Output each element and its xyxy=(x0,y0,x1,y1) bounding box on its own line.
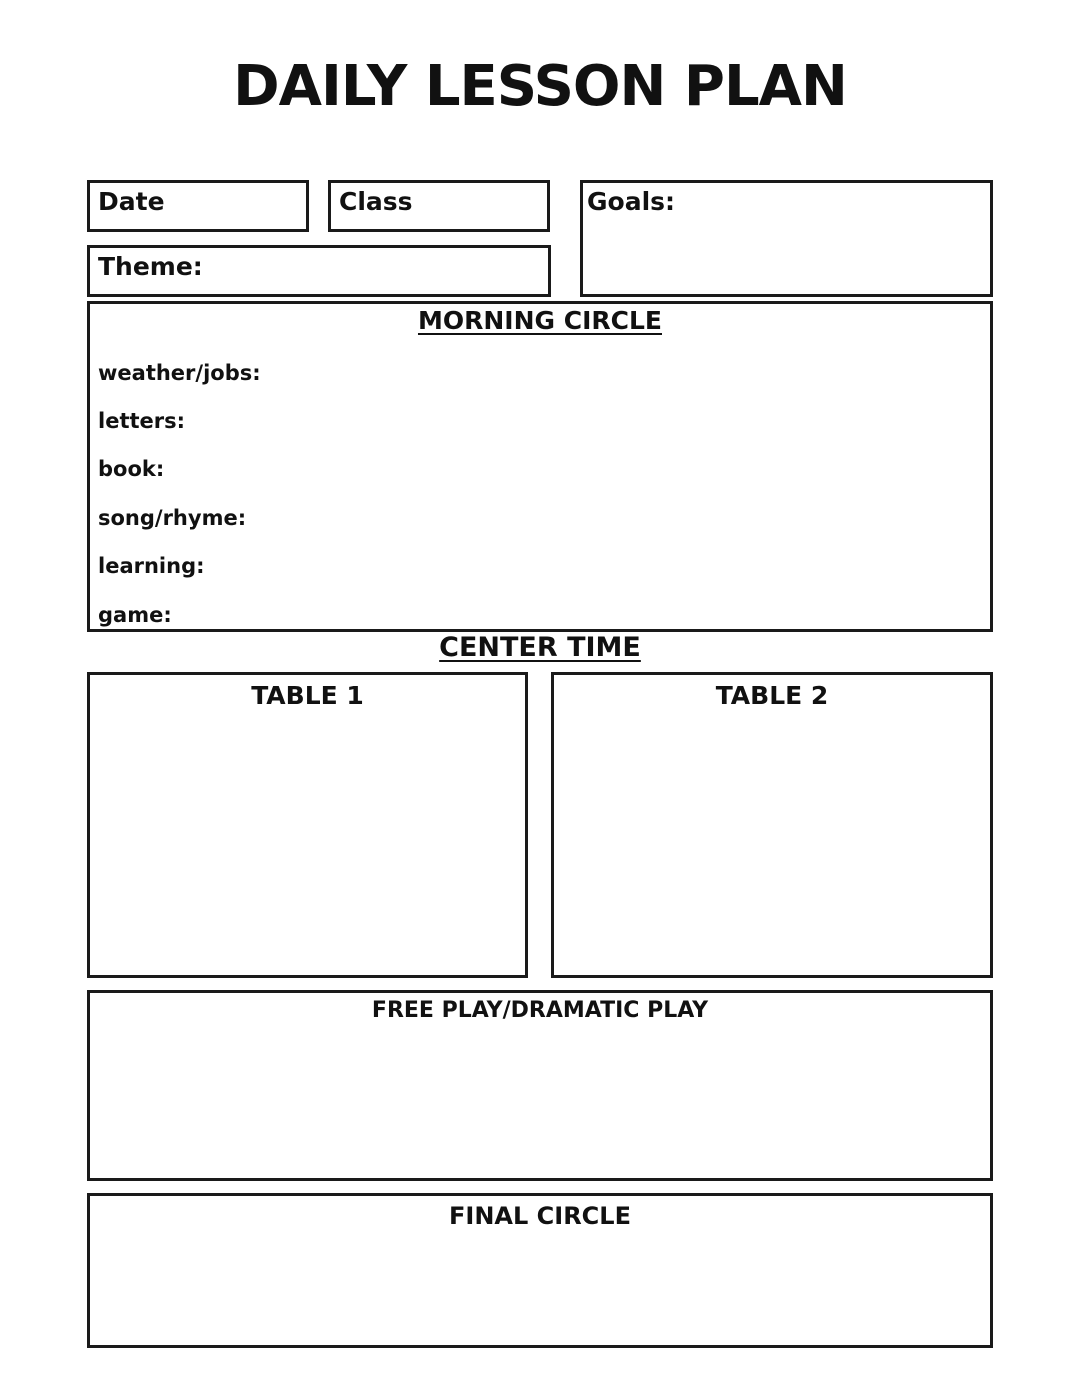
morning-circle-section[interactable] xyxy=(87,301,993,632)
free-play-title: FREE PLAY/DRAMATIC PLAY xyxy=(371,998,709,1023)
morning-circle-item: song/rhyme: xyxy=(98,506,247,530)
free-play-section[interactable] xyxy=(87,990,993,1181)
final-circle-section[interactable] xyxy=(87,1193,993,1348)
morning-circle-item: letters: xyxy=(98,409,186,433)
goals-field[interactable] xyxy=(580,180,993,297)
date-field[interactable] xyxy=(87,180,309,232)
final-circle-title: FINAL CIRCLE xyxy=(449,1202,631,1230)
date-label: Date xyxy=(98,187,165,216)
table-1-section[interactable] xyxy=(87,672,528,978)
class-field[interactable] xyxy=(328,180,550,232)
theme-field[interactable] xyxy=(87,245,551,297)
morning-circle-item: weather/jobs: xyxy=(98,361,261,385)
table-1-title: TABLE 1 xyxy=(251,681,364,710)
page-title: DAILY LESSON PLAN xyxy=(233,54,847,119)
table-2-title: TABLE 2 xyxy=(715,681,829,710)
goals-label: Goals: xyxy=(587,187,676,216)
morning-circle-item: game: xyxy=(98,603,172,627)
morning-circle-item: book: xyxy=(98,457,165,481)
class-label: Class xyxy=(339,187,413,216)
morning-circle-title: MORNING CIRCLE xyxy=(417,306,662,335)
theme-label: Theme: xyxy=(98,252,203,281)
morning-circle-item: learning: xyxy=(98,554,205,578)
center-time-title: CENTER TIME xyxy=(439,632,641,663)
table-2-section[interactable] xyxy=(551,672,993,978)
